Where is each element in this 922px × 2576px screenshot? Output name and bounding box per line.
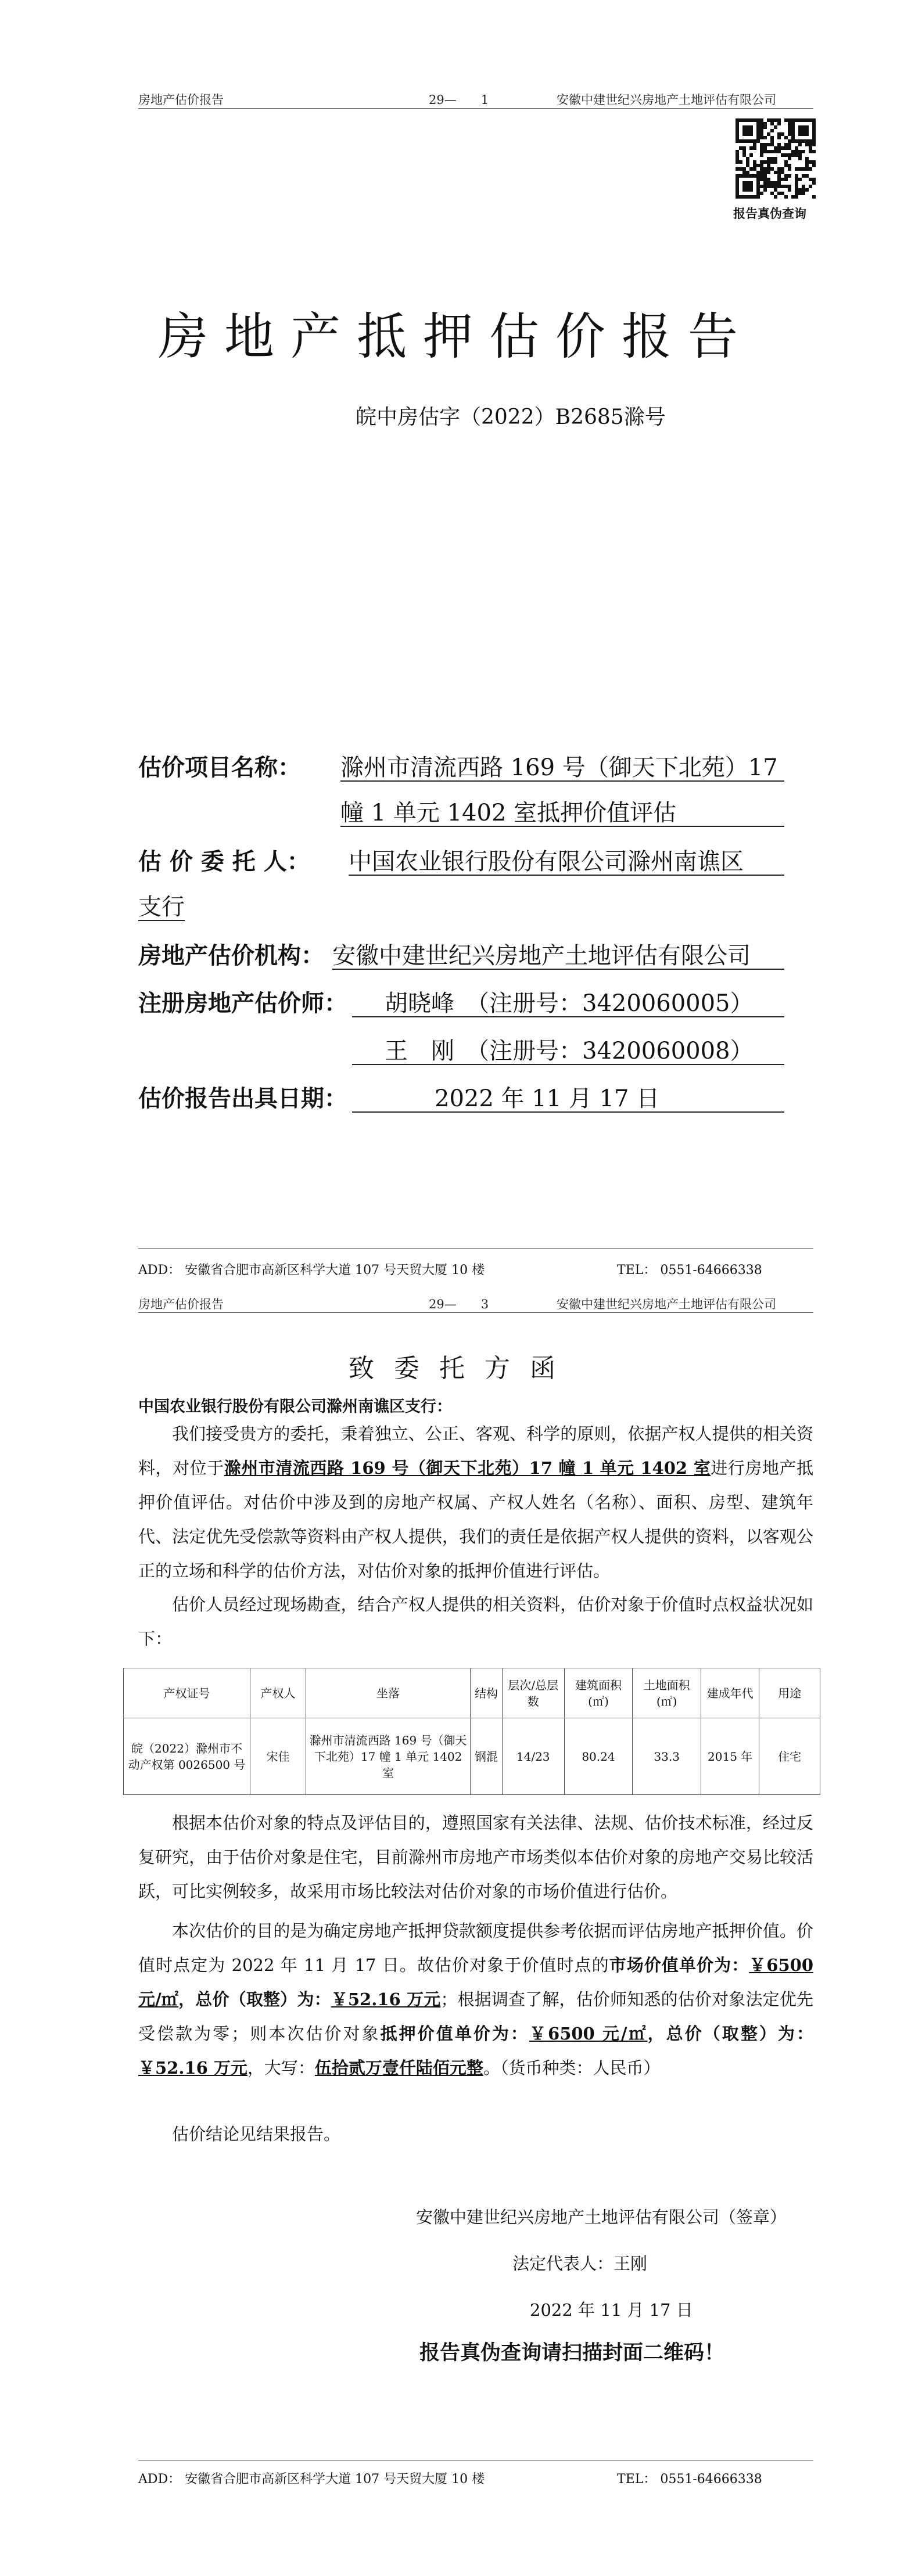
underline: [340, 826, 784, 827]
qr-module: [812, 181, 816, 185]
qr-module: [770, 129, 774, 132]
qr-module: [749, 132, 753, 136]
client-label: 估 价 委 托 人：: [138, 848, 310, 875]
mortgage-total-value: ￥52.16 万元: [138, 2058, 247, 2078]
report-number: 皖中房估字（2022）B2685滁号: [356, 405, 666, 429]
table-header-cell: 用途: [759, 1668, 820, 1718]
table-cell: 80.24: [564, 1718, 633, 1795]
qr-caption: 报告真伪查询: [733, 207, 806, 221]
footer-address: ADD： 安徽省合肥市高新区科学大道 107 号天贸大厦 10 楼: [138, 1263, 485, 1278]
signature-date: 2022 年 11 月 17 日: [530, 2300, 693, 2320]
qr-module: [812, 195, 816, 199]
mortgage-unit-value: ￥6500 元/㎡: [529, 2024, 648, 2043]
salutation: 中国农业银行股份有限公司滁州南谯区支行：: [138, 1398, 452, 1416]
table-header-row: [124, 1668, 820, 1718]
underline: [352, 1016, 784, 1017]
qr-module: [805, 188, 809, 192]
qr-module: [805, 132, 809, 136]
appraiser-label: 注册房地产估价师：: [138, 990, 347, 1017]
client-line2: 支行: [138, 894, 185, 920]
table-header-cell: 土地面积(㎡): [633, 1668, 701, 1718]
table-header-cell: 建成年代: [701, 1668, 759, 1718]
project-name-label: 估价项目名称：: [138, 754, 301, 781]
qr-module: [760, 153, 763, 157]
qr-module: [777, 122, 781, 125]
table-cell: 钢混: [471, 1718, 503, 1795]
paragraph-3: 根据本估价对象的特点及评估目的，遵照国家有关法律、法规、估价技术标准，经过反复研究，由于估价对象是住宅，目前滁州市房地产市场类似本估价对象的房地产交易比较活跃，可比实例较多，故采用市场比较法对估价对象的市场价值进行估价。: [138, 1813, 813, 1901]
qr-module: [763, 136, 767, 139]
paragraph-4: [138, 1914, 813, 2085]
qr-module: [798, 143, 802, 146]
mortgage-total-label: ，总价（取整）为：: [647, 2024, 813, 2043]
property-address: 滁州市清流西路 169 号（御天下北苑）17 幢 1 单元 1402 室: [224, 1458, 711, 1478]
client-line1: 中国农业银行股份有限公司滁州南谯区: [349, 848, 744, 875]
header-right: 安徽中建世纪兴房地产土地评估有限公司: [557, 1297, 776, 1311]
market-unit-value: ￥6500 元/㎡: [138, 1955, 813, 2009]
qr-module: [774, 195, 777, 199]
paragraph-1-text: 我们接受贵方的委托，秉着独立、公正、客观、科学的原则，依据产权人提供的相关资料，对位于: [138, 1424, 813, 1478]
paragraph-5: 估价结论见结果报告。: [172, 2124, 341, 2144]
footer-address: ADD： 安徽省合肥市高新区科学大道 107 号天贸大厦 10 楼: [138, 2472, 485, 2487]
qr-code-icon[interactable]: [736, 118, 816, 199]
header-right: 安徽中建世纪兴房地产土地评估有限公司: [557, 93, 776, 107]
qr-module: [774, 125, 777, 129]
currency-note: 。（货币种类：人民币）: [483, 2058, 661, 2078]
table-header-cell: 产权证号: [124, 1668, 250, 1718]
verification-notice: 报告真伪查询请扫描封面二维码！: [419, 2341, 725, 2365]
qr-module: [788, 157, 791, 160]
qr-module: [788, 188, 791, 192]
paragraph-4-text: 本次估价的目的是为确定房地产抵押贷款额度提供参考依据而评估房地产抵押价值。价值时点定为 2022 年 11 月 17 日。故估价对象于价值时点的: [138, 1921, 813, 1975]
table-cell: 皖（2022）滁州市不动产权第 0026500 号: [124, 1718, 250, 1795]
underline: [340, 780, 784, 782]
mortgage-unit-label: 抵押价值单价为：: [380, 2024, 529, 2043]
market-total-value: ￥52.16 万元: [331, 1989, 441, 2009]
qr-module: [753, 146, 756, 150]
table-cell: 33.3: [633, 1718, 701, 1795]
underline: [352, 1064, 784, 1065]
table-header-cell: 坐落: [306, 1668, 470, 1718]
header-left: 房地产估价报告: [138, 93, 224, 107]
header-page-number: 29— 1: [429, 93, 489, 107]
table-row: [124, 1718, 820, 1795]
underline: [352, 1111, 784, 1113]
table-header-cell: 建筑面积(㎡): [564, 1668, 633, 1718]
underline: [349, 875, 784, 876]
qr-module: [798, 157, 802, 160]
header-rule: [138, 1312, 813, 1313]
qr-module: [809, 185, 812, 188]
qr-module: [767, 171, 770, 174]
signature-company: 安徽中建世纪兴房地产土地评估有限公司（签章）: [416, 2207, 787, 2227]
capital-label: ，大写：: [247, 2058, 315, 2078]
header-rule: [138, 108, 813, 109]
qr-module: [749, 188, 753, 192]
qr-module: [760, 192, 763, 195]
qr-module: [774, 160, 777, 164]
qr-module: [798, 178, 802, 181]
market-unit-label: 市场价值单价为：: [609, 1955, 749, 1975]
agency-value: 安徽中建世纪兴房地产土地评估有限公司: [332, 942, 751, 969]
qr-module: [784, 195, 788, 199]
qr-module: [784, 178, 788, 181]
qr-module: [812, 164, 816, 167]
header-left: 房地产估价报告: [138, 1297, 224, 1311]
project-name-line1: 滁州市清流西路 169 号（御天下北苑）17: [340, 754, 778, 781]
qr-module: [802, 150, 805, 153]
qr-module: [788, 174, 791, 178]
table-cell: 滁州市清流西路 169 号（御天下北苑）17 幢 1 单元 1402 室: [306, 1718, 470, 1795]
report-title: 房地产抵押估价报告: [158, 308, 754, 366]
paragraph-4-text-cont: ；根据调查了解，估价师知悉的估价对象法定优先受偿款为零；则本次估价对象: [138, 1989, 813, 2043]
qr-module: [788, 167, 791, 171]
table-cell: 2015 年: [701, 1718, 759, 1795]
qr-module: [795, 195, 798, 199]
qr-module: [777, 136, 781, 139]
letter-title: 致委托方函: [349, 1354, 575, 1383]
appraiser-1: 胡晓峰 （注册号：3420060005）: [385, 990, 754, 1017]
qr-module: [812, 143, 816, 146]
issue-date-value: 2022 年 11 月 17 日: [435, 1085, 660, 1112]
qr-module: [756, 195, 760, 199]
qr-module: [763, 125, 767, 129]
underline: [332, 969, 784, 970]
paragraph-1-text-cont: 进行房地产抵押价值评估。对估价中涉及到的房地产权属、产权人姓名（名称）、面积、房型、建筑年代、法定优先受偿款等资料由产权人提供，我们的责任是依据产权人提供的资料，以客观公正的立场和科学的估价方法，对估价对象的抵押价值进行评估。: [138, 1458, 813, 1581]
legal-representative: 法定代表人：王刚: [512, 2254, 648, 2273]
header-page-number: 29— 3: [429, 1297, 489, 1311]
capital-amount: 伍拾贰万壹仟陆佰元整: [314, 2058, 483, 2078]
qr-module: [739, 160, 742, 164]
table-cell: 14/23: [502, 1718, 564, 1795]
appraiser-2: 王 刚 （注册号：3420060008）: [385, 1038, 754, 1064]
market-total-label: ，总价（取整）为：: [178, 1989, 331, 2009]
qr-module: [809, 167, 812, 171]
qr-module: [802, 192, 805, 195]
table-header-cell: 层次/总层数: [502, 1668, 564, 1718]
underline: [138, 920, 185, 921]
table-header-cell: 产权人: [250, 1668, 306, 1718]
property-table: [123, 1668, 820, 1795]
project-name-line2: 幢 1 单元 1402 室抵押价值评估: [340, 800, 677, 826]
table-header-cell: 结构: [471, 1668, 503, 1718]
paragraph-2: 估价人员经过现场勘查，结合产权人提供的相关资料，估价对象于价值时点权益状况如下：: [138, 1595, 813, 1649]
issue-date-label: 估价报告出具日期：: [138, 1085, 347, 1112]
footer-tel: TEL： 0551-64666338: [617, 2472, 762, 2487]
paragraph-1: [138, 1417, 813, 1588]
agency-label: 房地产估价机构：: [138, 942, 324, 969]
qr-module: [749, 153, 753, 157]
table-cell: 宋佳: [250, 1718, 306, 1795]
qr-module: [763, 188, 767, 192]
table-cell: 住宅: [759, 1718, 820, 1795]
qr-module: [812, 150, 816, 153]
footer-tel: TEL： 0551-64666338: [617, 1263, 762, 1278]
